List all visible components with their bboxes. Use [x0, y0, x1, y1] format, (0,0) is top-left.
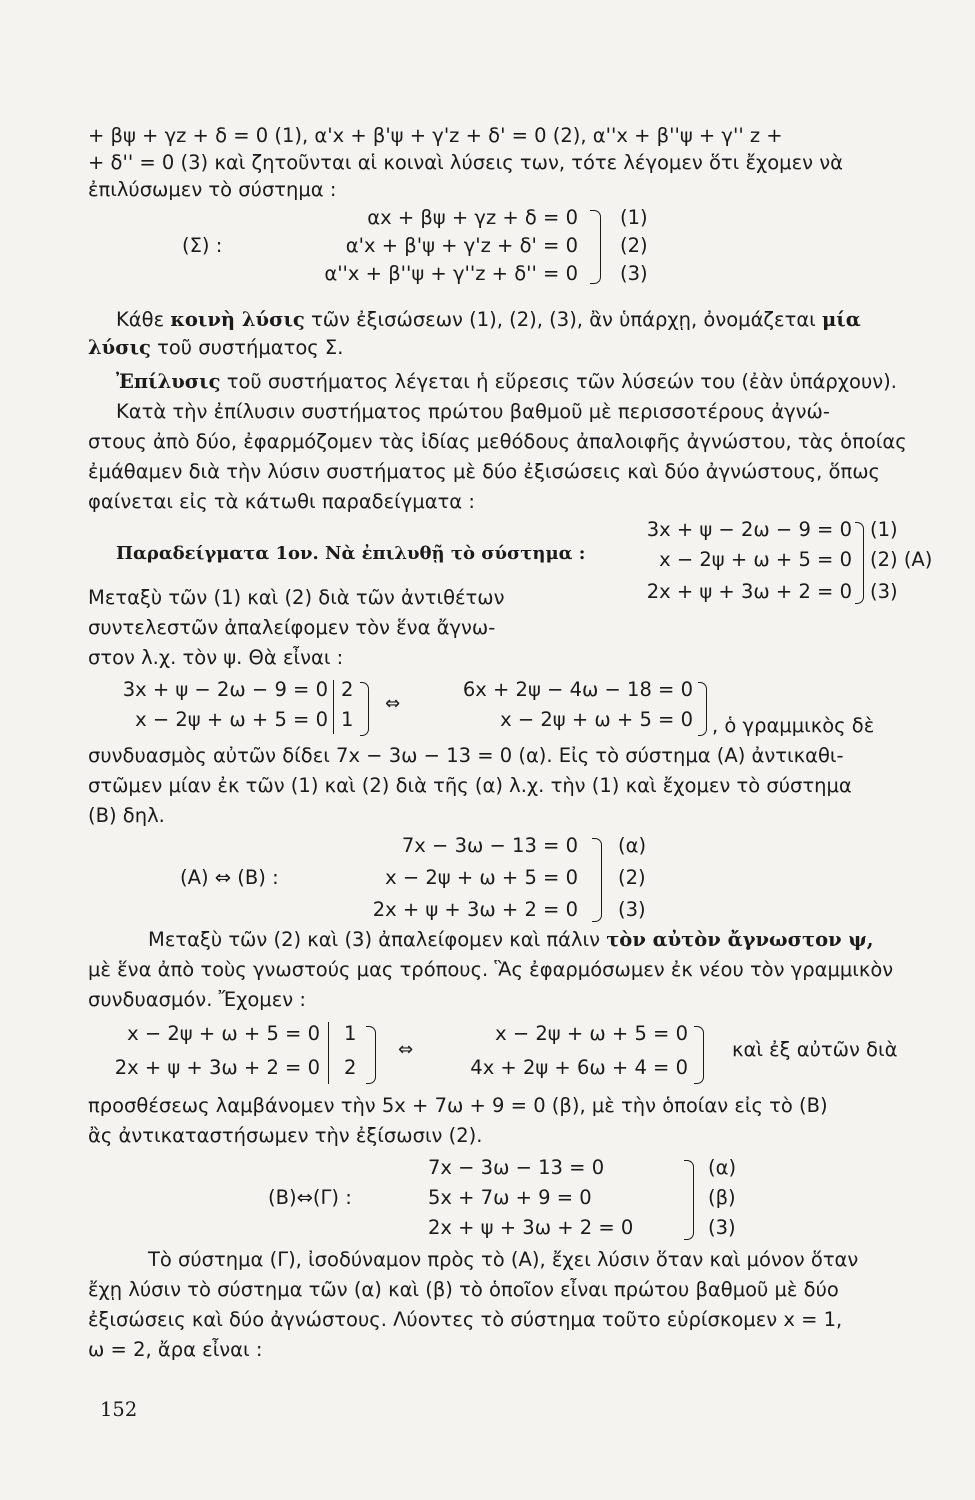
- system-b-brace: [592, 838, 602, 922]
- system-a-brace: [855, 522, 864, 604]
- system-a-eq-3: 2x + ψ + 3ω + 2 = 0: [646, 580, 852, 603]
- elim2-brace-right: [694, 1026, 704, 1084]
- para3-line-3: (B) δηλ.: [88, 804, 165, 827]
- elim1-multiplier-1: 2: [341, 678, 354, 701]
- elim2-left-eq-1: x − 2ψ + ω + 5 = 0: [127, 1022, 320, 1045]
- intro-line-1: + βψ + γz + δ = 0 (1), α'x + β'ψ + γ'z + δ' = 0 (2), α''x + β''ψ + γ'' z +: [88, 124, 783, 147]
- system-g-number-3: (3): [708, 1216, 736, 1239]
- definition-text: τοῦ συστήματος Σ.: [150, 336, 344, 359]
- para6-line-2: ἔχῃ λύσιν τὸ σύστημα τῶν (α) καὶ (β) τὸ ὁποῖον εἶναι πρώτου βαθμοῦ μὲ δύο: [88, 1278, 839, 1301]
- elim1-equivalence-arrow: ⇔: [385, 693, 401, 714]
- sigma-number-2: (2): [620, 234, 648, 257]
- para1-line-2: στους ἀπὸ δύο, ἐφαρμόζομεν τὰς ἰδίας μεθόδους ἀπαλοιφῆς ἀγνώστου, τὰς ὁποίας: [88, 430, 907, 453]
- system-g-eq-1: 7x − 3ω − 13 = 0: [428, 1156, 605, 1179]
- system-g-label: (B)⇔(Γ) :: [268, 1186, 352, 1209]
- elim1-right-eq-1: 6x + 2ψ − 4ω − 18 = 0: [462, 678, 693, 701]
- intro-line-3: ἐπιλύσωμεν τὸ σύστημα :: [88, 178, 337, 201]
- sigma-number-3: (3): [620, 262, 648, 285]
- system-b-eq-1: 7x − 3ω − 13 = 0: [401, 834, 578, 857]
- system-a-number-1: (1): [870, 518, 898, 541]
- para1-line-4: φαίνεται εἰς τὰ κάτωθι παραδείγματα :: [88, 490, 475, 513]
- system-g-eq-3: 2x + ψ + 3ω + 2 = 0: [428, 1216, 634, 1239]
- sigma-eq-2: α'x + β'ψ + γ'z + δ' = 0: [345, 234, 578, 257]
- elim2-right-eq-1: x − 2ψ + ω + 5 = 0: [495, 1022, 688, 1045]
- system-b-number-2: (2): [618, 866, 646, 889]
- elim2-left-eq-2: 2x + ψ + 3ω + 2 = 0: [114, 1056, 320, 1079]
- system-b-label: (A) ⇔ (B) :: [180, 866, 279, 889]
- elim2-brace-left: [366, 1026, 376, 1084]
- para6-line-1: Τὸ σύστημα (Γ), ἰσοδύναμον πρὸς τὸ (A), ἔχει λύσιν ὅταν καὶ μόνον ὅταν: [148, 1248, 859, 1271]
- sigma-eq-1: αx + βψ + γz + δ = 0: [367, 206, 578, 229]
- system-b-eq-2: x − 2ψ + ω + 5 = 0: [385, 866, 578, 889]
- para6-line-3: ἐξισώσεις καὶ δύο ἀγνώστους. Λύοντες τὸ σύστημα τοῦτο εὑρίσκομεν x = 1,: [88, 1308, 843, 1331]
- para3-line-2: στῶμεν μίαν ἐκ τῶν (1) καὶ (2) διὰ τῆς (α) λ.χ. τὴν (1) καὶ ἔχομεν τὸ σύστημα: [88, 774, 852, 797]
- para4-text: Μεταξὺ τῶν (2) καὶ (3) ἀπαλείφομεν καὶ πάλιν: [148, 928, 607, 951]
- elim2-multiplier-2: 2: [344, 1056, 357, 1079]
- definition-common-solution: [116, 306, 861, 334]
- system-g-eq-2: 5x + 7ω + 9 = 0: [428, 1186, 592, 1209]
- elim1-brace-right: [698, 682, 707, 736]
- definition-solving: [116, 368, 897, 396]
- elim2-divider: [328, 1022, 329, 1084]
- sigma-brace: [590, 210, 601, 284]
- para4-line-2: μὲ ἕνα ἀπὸ τοὺς γνωστούς μας τρόπους. Ἃς ἐφαρμόσωμεν ἐκ νέου τὸν γραμμικὸν: [88, 958, 894, 981]
- sigma-label: (Σ) :: [182, 234, 223, 257]
- system-a-eq-1: 3x + ψ − 2ω − 9 = 0: [646, 518, 852, 541]
- para2-line-1: Μεταξὺ τῶν (1) καὶ (2) διὰ τῶν ἀντιθέτων: [88, 586, 505, 609]
- elim2-right-eq-2: 4x + 2ψ + 6ω + 4 = 0: [470, 1056, 688, 1079]
- para4-line-1: [148, 926, 874, 954]
- elim1-brace-left: [360, 682, 369, 736]
- para4-emphasis: τὸν αὐτὸν ἄγνωστον ψ,: [606, 928, 874, 951]
- elim1-left-eq-1: 3x + ψ − 2ω − 9 = 0: [122, 678, 328, 701]
- definition-term: μία: [821, 308, 861, 331]
- system-g-brace: [684, 1160, 694, 1240]
- para1-line-3: ἐμάθαμεν διὰ τὴν λύσιν συστήματος μὲ δύο ἐξισώσεις καὶ δύο ἀγνώστους, ὅπως: [88, 460, 880, 483]
- para6-line-4: ω = 2, ἄρα εἶναι :: [88, 1338, 263, 1361]
- para5-line-2: ἂς ἀντικαταστήσωμεν τὴν ἐξίσωσιν (2).: [88, 1124, 483, 1147]
- elim1-tail-text: , ὁ γραμμικὸς δὲ: [712, 714, 875, 737]
- definition-text: Κάθε: [116, 308, 171, 331]
- system-g-number-1: (α): [708, 1156, 737, 1179]
- definition-common-solution-cont: [88, 334, 343, 362]
- para1-line-1: Κατὰ τὴν ἐπίλυσιν συστήματος πρώτου βαθμοῦ μὲ περισσοτέρους ἀγνώ-: [116, 400, 830, 423]
- sigma-number-1: (1): [620, 206, 648, 229]
- para3-line-1: συνδυασμὸς αὐτῶν δίδει 7x − 3ω − 13 = 0 (α). Εἰς τὸ σύστημα (A) ἀντικαθι-: [88, 744, 844, 767]
- example-heading: Παραδείγματα 1ον. Νὰ ἐπιλυθῇ τὸ σύστημα :: [116, 543, 586, 564]
- definition-term: λύσις: [88, 336, 151, 359]
- definition-term: κοινὴ λύσις: [170, 308, 305, 331]
- system-b-number-3: (3): [618, 898, 646, 921]
- para4-line-3: συνδυασμόν. Ἔχομεν :: [88, 988, 306, 1011]
- page-number: 152: [100, 1398, 138, 1421]
- sigma-eq-3: α''x + β''ψ + γ''z + δ'' = 0: [324, 262, 578, 285]
- elim1-right-eq-2: x − 2ψ + ω + 5 = 0: [500, 708, 693, 731]
- elim2-tail-text: καὶ ἐξ αὐτῶν διὰ: [732, 1038, 898, 1061]
- intro-line-2: + δ'' = 0 (3) καὶ ζητοῦνται αἱ κοιναὶ λύσεις των, τότε λέγομεν ὅτι ἔχομεν νὰ: [88, 151, 843, 174]
- system-a-number-2: (2) (A): [870, 548, 933, 571]
- system-g-number-2: (β): [708, 1186, 736, 1209]
- para2-line-3: στον λ.χ. τὸν ψ. Θὰ εἶναι :: [88, 646, 344, 669]
- elim2-multiplier-1: 1: [344, 1022, 357, 1045]
- system-a-eq-2: x − 2ψ + ω + 5 = 0: [659, 548, 852, 571]
- definition-text: τοῦ συστήματος λέγεται ἡ εὕρεσις τῶν λύσεών του (ἐὰν ὑπάρχουν).: [220, 370, 897, 393]
- system-b-number-1: (α): [618, 834, 647, 857]
- para2-line-2: συντελεστῶν ἀπαλείφομεν τὸν ἕνα ἄγνω-: [88, 616, 496, 639]
- para5-line-1: προσθέσεως λαμβάνομεν τὴν 5x + 7ω + 9 = 0 (β), μὲ τὴν ὁποίαν εἰς τὸ (B): [88, 1094, 828, 1117]
- elim1-left-eq-2: x − 2ψ + ω + 5 = 0: [135, 708, 328, 731]
- definition-text: τῶν ἐξισώσεων (1), (2), (3), ἂν ὑπάρχῃ, ὀνομάζεται: [304, 308, 822, 331]
- elim1-multiplier-2: 1: [341, 708, 354, 731]
- system-a-number-3: (3): [870, 580, 898, 603]
- elim1-divider: [333, 680, 334, 734]
- elim2-equivalence-arrow: ⇔: [398, 1039, 414, 1060]
- definition-term: Ἐπίλυσις: [116, 370, 221, 393]
- system-b-eq-3: 2x + ψ + 3ω + 2 = 0: [372, 898, 578, 921]
